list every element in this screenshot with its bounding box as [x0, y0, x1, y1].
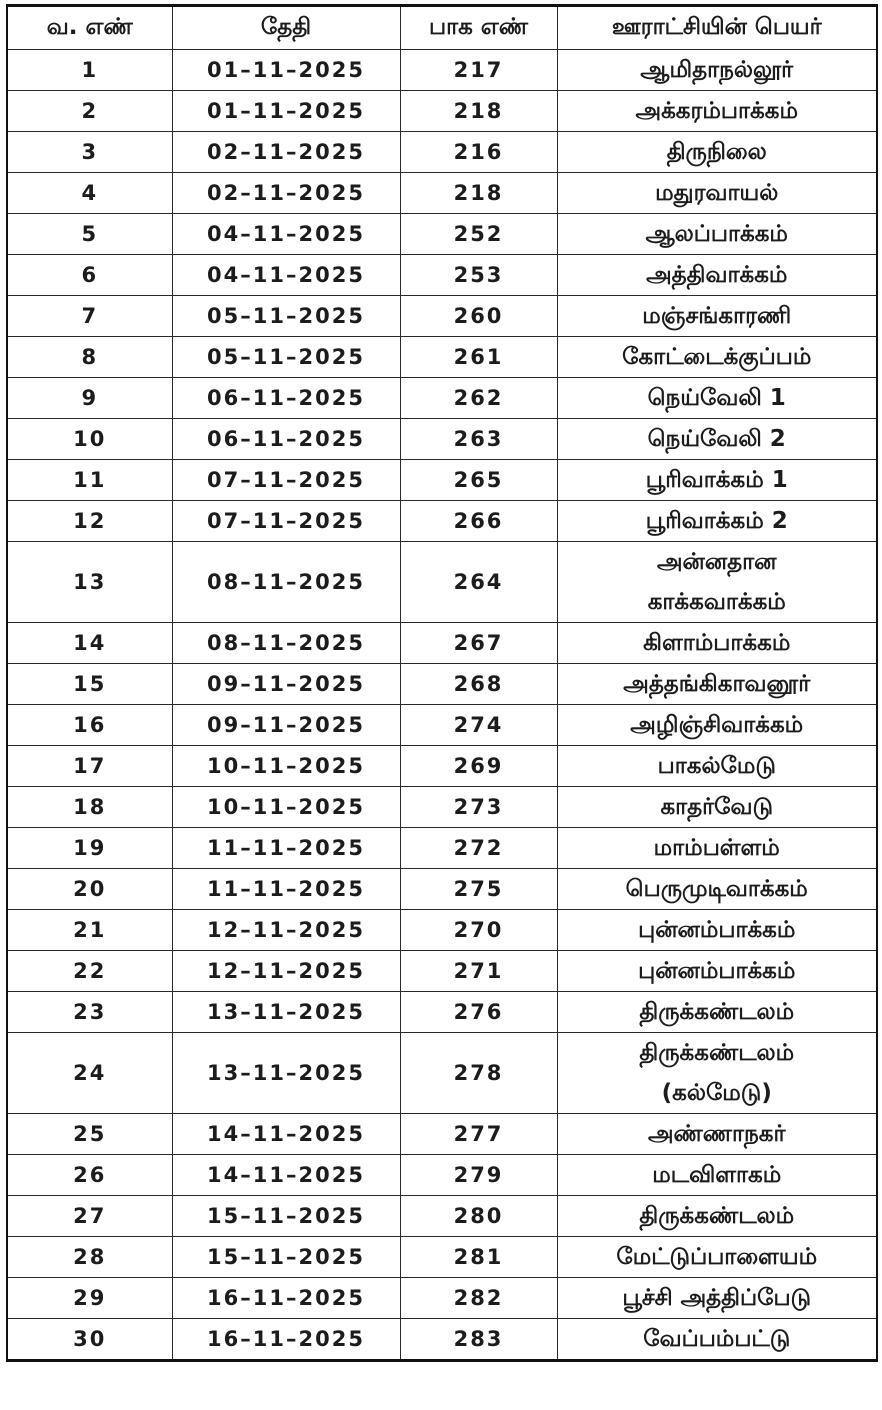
table-row	[7, 132, 877, 173]
village-name: மடவிளாகம்	[652, 1162, 782, 1188]
village-name-cell	[557, 460, 877, 501]
part-number-cell: 282	[400, 1278, 557, 1319]
village-name-cell	[557, 419, 877, 460]
table-row	[7, 255, 877, 296]
part-number-cell: 275	[400, 869, 557, 910]
date-cell: 06–11–2025	[172, 378, 400, 419]
part-number-cell: 216	[400, 132, 557, 173]
part-number-cell: 265	[400, 460, 557, 501]
village-name-cell	[557, 1033, 877, 1114]
serial-cell: 17	[7, 746, 172, 787]
serial-cell: 20	[7, 869, 172, 910]
date-cell: 15–11–2025	[172, 1237, 400, 1278]
village-name: பூரிவாக்கம் 2	[645, 508, 788, 534]
table-row	[7, 501, 877, 542]
part-number-cell: 274	[400, 705, 557, 746]
serial-cell: 8	[7, 337, 172, 378]
village-name-line2: காக்கவாக்கம்	[647, 589, 786, 615]
part-number-cell: 252	[400, 214, 557, 255]
table-body	[7, 50, 877, 1361]
village-name-cell	[557, 951, 877, 992]
serial-cell: 24	[7, 1033, 172, 1114]
village-name-line2: (கல்மேடு)	[661, 1080, 772, 1106]
part-number-cell: 217	[400, 50, 557, 91]
date-cell: 05–11–2025	[172, 296, 400, 337]
serial-cell: 19	[7, 828, 172, 869]
part-number-cell: 270	[400, 910, 557, 951]
table-row	[7, 951, 877, 992]
village-name-cell	[557, 50, 877, 91]
serial-cell: 16	[7, 705, 172, 746]
village-name: அழிஞ்சிவாக்கம்	[630, 712, 804, 738]
part-number-cell: 283	[400, 1319, 557, 1361]
serial-cell: 9	[7, 378, 172, 419]
part-number-cell: 253	[400, 255, 557, 296]
date-cell: 07–11–2025	[172, 501, 400, 542]
village-name-cell	[557, 501, 877, 542]
table-row	[7, 1033, 877, 1114]
village-name-cell	[557, 1319, 877, 1361]
table-row	[7, 214, 877, 255]
serial-cell: 29	[7, 1278, 172, 1319]
date-cell: 16–11–2025	[172, 1319, 400, 1361]
village-name: மதுரவாயல்	[655, 180, 779, 206]
date-cell: 07–11–2025	[172, 460, 400, 501]
village-name: பூரிவாக்கம் 1	[645, 467, 788, 493]
header-date: தேதி	[172, 6, 400, 50]
village-name-cell	[557, 623, 877, 664]
village-name: புன்னம்பாக்கம்	[638, 917, 796, 943]
table-row	[7, 1196, 877, 1237]
village-name: நெய்வேலி 2	[647, 426, 786, 452]
village-name: திருக்கண்டலம்	[639, 1040, 795, 1066]
table-row	[7, 91, 877, 132]
table-row	[7, 173, 877, 214]
date-cell: 04–11–2025	[172, 214, 400, 255]
part-number-cell: 263	[400, 419, 557, 460]
part-number-cell: 281	[400, 1237, 557, 1278]
part-number-cell: 267	[400, 623, 557, 664]
part-number-cell: 278	[400, 1033, 557, 1114]
date-cell: 01–11–2025	[172, 50, 400, 91]
table-row	[7, 542, 877, 623]
table-row	[7, 746, 877, 787]
village-name-cell	[557, 664, 877, 705]
serial-cell: 23	[7, 992, 172, 1033]
village-name-cell	[557, 296, 877, 337]
date-cell: 08–11–2025	[172, 623, 400, 664]
part-number-cell: 264	[400, 542, 557, 623]
table-row	[7, 1278, 877, 1319]
village-name: நெய்வேலி 1	[647, 385, 786, 411]
header-row	[7, 6, 877, 50]
village-name-cell	[557, 705, 877, 746]
village-name: பூச்சி அத்திப்பேடு	[622, 1285, 812, 1311]
village-name-cell	[557, 746, 877, 787]
serial-cell: 12	[7, 501, 172, 542]
serial-cell: 14	[7, 623, 172, 664]
date-cell: 11–11–2025	[172, 869, 400, 910]
village-name: புன்னம்பாக்கம்	[638, 958, 796, 984]
serial-cell: 22	[7, 951, 172, 992]
date-cell: 09–11–2025	[172, 705, 400, 746]
village-name: ஆமிதாநல்லூர்	[640, 57, 794, 83]
village-name-cell	[557, 378, 877, 419]
village-name: அக்கரம்பாக்கம்	[635, 98, 798, 124]
village-name-cell	[557, 542, 877, 623]
date-cell: 16–11–2025	[172, 1278, 400, 1319]
part-number-cell: 273	[400, 787, 557, 828]
village-name: பெருமுடிவாக்கம்	[625, 876, 808, 902]
date-cell: 01–11–2025	[172, 91, 400, 132]
table-row	[7, 787, 877, 828]
village-name-cell	[557, 1114, 877, 1155]
village-name-cell	[557, 787, 877, 828]
village-name-cell	[557, 1155, 877, 1196]
village-name: அத்தங்கிகாவனூர்	[623, 671, 811, 697]
table-row	[7, 1114, 877, 1155]
date-cell: 14–11–2025	[172, 1155, 400, 1196]
serial-cell: 7	[7, 296, 172, 337]
village-name: அன்னதான	[657, 549, 777, 575]
part-number-cell: 261	[400, 337, 557, 378]
table-row	[7, 378, 877, 419]
part-number-cell: 279	[400, 1155, 557, 1196]
schedule-table	[6, 4, 878, 1362]
part-number-cell: 268	[400, 664, 557, 705]
date-cell: 11–11–2025	[172, 828, 400, 869]
village-name-cell	[557, 910, 877, 951]
date-cell: 09–11–2025	[172, 664, 400, 705]
table-row	[7, 910, 877, 951]
serial-cell: 11	[7, 460, 172, 501]
village-name: மஞ்சங்காரணி	[642, 303, 792, 329]
village-name-cell	[557, 992, 877, 1033]
village-name-cell	[557, 828, 877, 869]
village-name: ஆலப்பாக்கம்	[645, 221, 788, 247]
village-name: திருக்கண்டலம்	[639, 999, 795, 1025]
serial-cell: 4	[7, 173, 172, 214]
date-cell: 14–11–2025	[172, 1114, 400, 1155]
table-row	[7, 664, 877, 705]
table-row	[7, 419, 877, 460]
date-cell: 12–11–2025	[172, 910, 400, 951]
table-row	[7, 50, 877, 91]
village-name-cell	[557, 132, 877, 173]
part-number-cell: 276	[400, 992, 557, 1033]
table-header	[7, 6, 877, 50]
date-cell: 10–11–2025	[172, 746, 400, 787]
header-serial: வ. எண்	[7, 6, 172, 50]
village-name-cell	[557, 91, 877, 132]
serial-cell: 13	[7, 542, 172, 623]
village-name-cell	[557, 337, 877, 378]
header-part: பாக எண்	[400, 6, 557, 50]
serial-cell: 28	[7, 1237, 172, 1278]
village-name: திருநிலை	[666, 139, 767, 165]
serial-cell: 10	[7, 419, 172, 460]
date-cell: 10–11–2025	[172, 787, 400, 828]
village-name-cell	[557, 1237, 877, 1278]
table-row	[7, 337, 877, 378]
village-name: அத்திவாக்கம்	[646, 262, 788, 288]
part-number-cell: 269	[400, 746, 557, 787]
table-row	[7, 623, 877, 664]
date-cell: 05–11–2025	[172, 337, 400, 378]
village-name: மேட்டுப்பாளையம்	[616, 1244, 818, 1270]
date-cell: 04–11–2025	[172, 255, 400, 296]
village-name-cell	[557, 255, 877, 296]
village-name: திருக்கண்டலம்	[639, 1203, 795, 1229]
serial-cell: 25	[7, 1114, 172, 1155]
serial-cell: 30	[7, 1319, 172, 1361]
table-row	[7, 460, 877, 501]
header-village: ஊராட்சியின் பெயர்	[557, 6, 877, 50]
table-row	[7, 705, 877, 746]
part-number-cell: 272	[400, 828, 557, 869]
serial-cell: 1	[7, 50, 172, 91]
date-cell: 13–11–2025	[172, 992, 400, 1033]
village-name: கிளாம்பாக்கம்	[643, 630, 791, 656]
part-number-cell: 260	[400, 296, 557, 337]
date-cell: 15–11–2025	[172, 1196, 400, 1237]
village-name: பாகல்மேடு	[657, 753, 776, 779]
village-name: மாம்பள்ளம்	[653, 835, 780, 861]
date-cell: 12–11–2025	[172, 951, 400, 992]
village-name-cell	[557, 869, 877, 910]
date-cell: 02–11–2025	[172, 132, 400, 173]
serial-cell: 27	[7, 1196, 172, 1237]
table-row	[7, 869, 877, 910]
date-cell: 08–11–2025	[172, 542, 400, 623]
table-row	[7, 828, 877, 869]
part-number-cell: 218	[400, 173, 557, 214]
village-name-cell	[557, 1196, 877, 1237]
part-number-cell: 280	[400, 1196, 557, 1237]
date-cell: 02–11–2025	[172, 173, 400, 214]
serial-cell: 18	[7, 787, 172, 828]
date-cell: 13–11–2025	[172, 1033, 400, 1114]
part-number-cell: 262	[400, 378, 557, 419]
serial-cell: 3	[7, 132, 172, 173]
village-name: காதர்வேடு	[660, 794, 774, 820]
part-number-cell: 277	[400, 1114, 557, 1155]
table-row	[7, 992, 877, 1033]
serial-cell: 5	[7, 214, 172, 255]
village-name-cell	[557, 214, 877, 255]
table-row	[7, 1237, 877, 1278]
village-name: கோட்டைக்குப்பம்	[622, 344, 812, 370]
table-row	[7, 296, 877, 337]
village-name: அண்ணாநகர்	[647, 1121, 786, 1147]
serial-cell: 15	[7, 664, 172, 705]
part-number-cell: 266	[400, 501, 557, 542]
village-name: வேப்பம்பட்டு	[643, 1326, 791, 1352]
table-row	[7, 1155, 877, 1196]
date-cell: 06–11–2025	[172, 419, 400, 460]
serial-cell: 6	[7, 255, 172, 296]
village-name-cell	[557, 1278, 877, 1319]
village-name-cell	[557, 173, 877, 214]
part-number-cell: 271	[400, 951, 557, 992]
serial-cell: 2	[7, 91, 172, 132]
serial-cell: 26	[7, 1155, 172, 1196]
table-row	[7, 1319, 877, 1361]
part-number-cell: 218	[400, 91, 557, 132]
serial-cell: 21	[7, 910, 172, 951]
